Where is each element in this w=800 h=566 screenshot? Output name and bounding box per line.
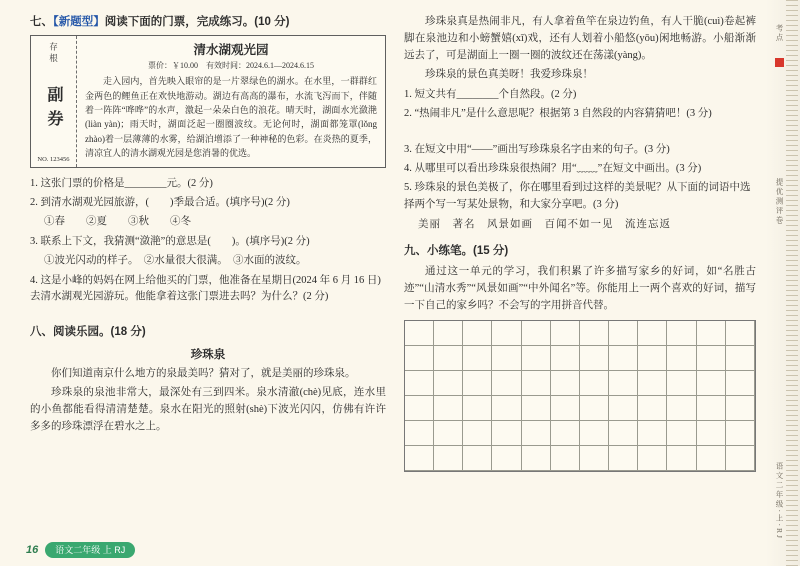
grid-cell[interactable]: [551, 346, 580, 371]
grid-cell[interactable]: [726, 371, 755, 396]
grid-cell[interactable]: [405, 321, 434, 346]
grid-cell[interactable]: [609, 346, 638, 371]
question-8-4: 4. 从哪里可以看出珍珠泉很热闹？用“﹏﹏”在短文中画出。(3 分): [404, 162, 702, 174]
grid-cell[interactable]: [580, 371, 609, 396]
grid-cell[interactable]: [551, 421, 580, 446]
spine-label-bottom: 语文二年级·上·RJ: [775, 462, 784, 540]
grid-cell[interactable]: [492, 396, 521, 421]
grid-cell[interactable]: [405, 396, 434, 421]
ticket-image: [30, 35, 386, 167]
question-7-3-options: ①波光闪动的样子。 ②水量很大很满。 ③水面的波纹。: [44, 255, 307, 267]
section7-title: 阅读下面的门票，完成练习。(10 分): [104, 16, 290, 28]
grid-cell[interactable]: [405, 346, 434, 371]
ticket-description: 走入园内，首先映入眼帘的是一片翠绿色的湖水。在水里，一群群红金两色的鲤鱼正在欢快地游动。湖边有高高的瀑布，水流飞泻而下，伴随着一阵阵“哗哗”的水声，激起一朵朵白色的浪花。晴天时，湖面水光潋滟(liàn yàn)；雨天时，湖面泛起一圈圈波纹。无论何时，湖面都笼罩(lǒng zhào)着一层薄薄的水雾，给湖泊增添了一种神秘的色彩。在炎热的夏季，清凉宜人的清水湖观光园是您消暑的优选。: [85, 76, 377, 159]
grid-cell[interactable]: [697, 446, 726, 471]
grid-cell[interactable]: [697, 346, 726, 371]
question-8-3: 3. 在短文中用“——”画出写珍珠泉名字由来的句子。(3 分): [404, 143, 670, 155]
grid-cell[interactable]: [697, 321, 726, 346]
question-7-2: 2. 到清水湖观光园旅游，( )季最合适。(填序号)(2 分): [30, 196, 290, 208]
question-7-3: 3. 联系上下文，我猜测“潋滟”的意思是( )。(填序号)(2 分): [30, 235, 310, 247]
passage-paragraph-2: 珍珠泉的泉池非常大，最深处有三到四米。泉水清澈(chè)见底，连水里的小鱼都能看得清清楚楚。泉水在阳光的照射(shè)下波光闪闪，仿佛有许许多多的珍珠漂浮在碧水之上。: [30, 387, 386, 433]
grid-cell[interactable]: [463, 371, 492, 396]
grid-cell[interactable]: [463, 321, 492, 346]
page-footer: [26, 542, 135, 558]
question-7-4: 4. 这是小峰的妈妈在网上给他买的门票，他准备在星期日(2024 年 6 月 16 日)去清水湖观光园游玩。他能拿着这张门票进去吗？为什么？(2 分): [30, 274, 381, 303]
ticket-stub: [31, 36, 77, 166]
grid-cell[interactable]: [726, 396, 755, 421]
grid-cell[interactable]: [726, 421, 755, 446]
grid-cell[interactable]: [667, 396, 696, 421]
ticket-stub-label: 存根: [48, 42, 59, 66]
grid-cell[interactable]: [638, 446, 667, 471]
grid-cell[interactable]: [697, 396, 726, 421]
grid-cell[interactable]: [405, 371, 434, 396]
writing-grid[interactable]: [404, 320, 756, 472]
left-column: [30, 14, 386, 439]
grid-cell[interactable]: [492, 371, 521, 396]
grid-cell[interactable]: [434, 371, 463, 396]
passage-paragraph-1: 你们知道南京什么地方的泉最美吗？猜对了，就是美丽的珍珠泉。: [51, 367, 356, 379]
grid-cell[interactable]: [522, 421, 551, 446]
grid-cell[interactable]: [580, 421, 609, 446]
grid-cell[interactable]: [609, 446, 638, 471]
page-number: 16: [26, 544, 39, 556]
grid-cell[interactable]: [667, 346, 696, 371]
grid-cell[interactable]: [667, 446, 696, 471]
section7-number: 七、: [30, 16, 53, 28]
ticket-serial-number: NO. 123456: [37, 155, 70, 163]
grid-cell[interactable]: [551, 446, 580, 471]
grid-cell[interactable]: [434, 421, 463, 446]
spine-label-top: 考点: [775, 24, 784, 43]
grid-cell[interactable]: [638, 321, 667, 346]
right-column: [404, 14, 756, 472]
grid-cell[interactable]: [434, 396, 463, 421]
grid-cell[interactable]: [697, 421, 726, 446]
spine-red-marker: [775, 58, 784, 67]
grid-cell[interactable]: [492, 321, 521, 346]
binding-edge: [766, 0, 800, 566]
ticket-price-validity: 票价：￥10.00 有效时间：2024.6.1—2024.6.15: [148, 61, 314, 71]
question-8-2: 2. “热闹非凡”是什么意思呢？根据第 3 自然段的内容猜猜吧！(3 分): [404, 108, 712, 120]
grid-cell[interactable]: [463, 421, 492, 446]
section9-prompt: 通过这一单元的学习，我们积累了许多描写家乡的好词，如“名胜古迹”“山清水秀”“风景如画”“中外闻名”等。你能用上一两个喜欢的好词，描写一下自己的家乡吗？不会写的字用拼音代替。: [404, 266, 756, 311]
book-label-badge: 语文二年级 上 RJ: [45, 542, 135, 558]
new-question-type-tag: 【新题型】: [53, 16, 105, 28]
question-8-1: 1. 短文共有________个自然段。(2 分): [404, 89, 577, 101]
grid-cell[interactable]: [551, 396, 580, 421]
grid-cell[interactable]: [522, 396, 551, 421]
grid-cell[interactable]: [609, 396, 638, 421]
grid-cell[interactable]: [609, 321, 638, 346]
binding-hatch-pattern: [786, 0, 798, 566]
grid-cell[interactable]: [522, 321, 551, 346]
grid-cell[interactable]: [463, 446, 492, 471]
grid-cell[interactable]: [405, 421, 434, 446]
ticket-main: [77, 36, 385, 166]
grid-cell[interactable]: [580, 396, 609, 421]
grid-cell[interactable]: [667, 421, 696, 446]
grid-cell[interactable]: [492, 346, 521, 371]
grid-cell[interactable]: [434, 346, 463, 371]
spine-label-middle: 提优测评卷: [775, 178, 784, 226]
grid-cell[interactable]: [463, 396, 492, 421]
passage-paragraph-4: 珍珠泉的景色真美呀！我爱珍珠泉！: [425, 69, 593, 81]
grid-cell[interactable]: [551, 321, 580, 346]
answer-space[interactable]: [404, 126, 756, 142]
section8-header: 八、阅读乐园。(18 分): [30, 326, 146, 339]
grid-cell[interactable]: [580, 446, 609, 471]
grid-cell[interactable]: [522, 346, 551, 371]
grid-cell[interactable]: [638, 421, 667, 446]
grid-cell[interactable]: [726, 446, 755, 471]
ticket-title: 清水湖观光园: [193, 43, 269, 58]
grid-cell[interactable]: [580, 321, 609, 346]
grid-cell[interactable]: [609, 421, 638, 446]
grid-cell[interactable]: [667, 371, 696, 396]
grid-cell[interactable]: [405, 446, 434, 471]
section9-header: 九、小练笔。(15 分): [404, 244, 509, 257]
question-7-1: 1. 这张门票的价格是________元。(2 分): [30, 177, 213, 189]
grid-cell[interactable]: [638, 371, 667, 396]
grid-cell[interactable]: [638, 346, 667, 371]
passage-title: 珍珠泉: [190, 348, 226, 361]
grid-cell[interactable]: [522, 446, 551, 471]
grid-cell[interactable]: [492, 446, 521, 471]
grid-cell[interactable]: [667, 321, 696, 346]
question-7-2-options: ①春 ②夏 ③秋 ④冬: [44, 216, 191, 228]
ticket-stub-name: 副券: [45, 86, 62, 135]
grid-cell[interactable]: [522, 371, 551, 396]
grid-cell[interactable]: [580, 346, 609, 371]
answer-space[interactable]: [30, 308, 386, 324]
grid-cell[interactable]: [434, 321, 463, 346]
passage-paragraph-3: 珍珠泉真是热闹非凡，有人拿着鱼竿在泉边钓鱼，有人干脆(cuì)卷起裤脚在泉池边和小螃蟹嬉(xī)戏，还有人划着小船悠(yōu)闲地畅游。小船渐渐远去了，可是湖面上一圈一圈的波纹还在荡漾(yàng)。: [404, 16, 756, 61]
grid-cell[interactable]: [434, 446, 463, 471]
grid-cell[interactable]: [726, 321, 755, 346]
grid-cell[interactable]: [463, 346, 492, 371]
grid-cell[interactable]: [638, 396, 667, 421]
word-bank: 美丽 著名 风景如画 百闻不如一见 流连忘返: [418, 218, 671, 230]
grid-cell[interactable]: [551, 371, 580, 396]
grid-cell[interactable]: [697, 371, 726, 396]
grid-cell[interactable]: [492, 421, 521, 446]
grid-cell[interactable]: [726, 346, 755, 371]
grid-cell[interactable]: [609, 371, 638, 396]
question-8-5: 5. 珍珠泉的景色美极了，你在哪里看到过这样的美景呢？从下面的词语中选择两个写一写某处景物，和大家分享吧。(3 分): [404, 182, 751, 210]
section7-header: [30, 14, 386, 31]
